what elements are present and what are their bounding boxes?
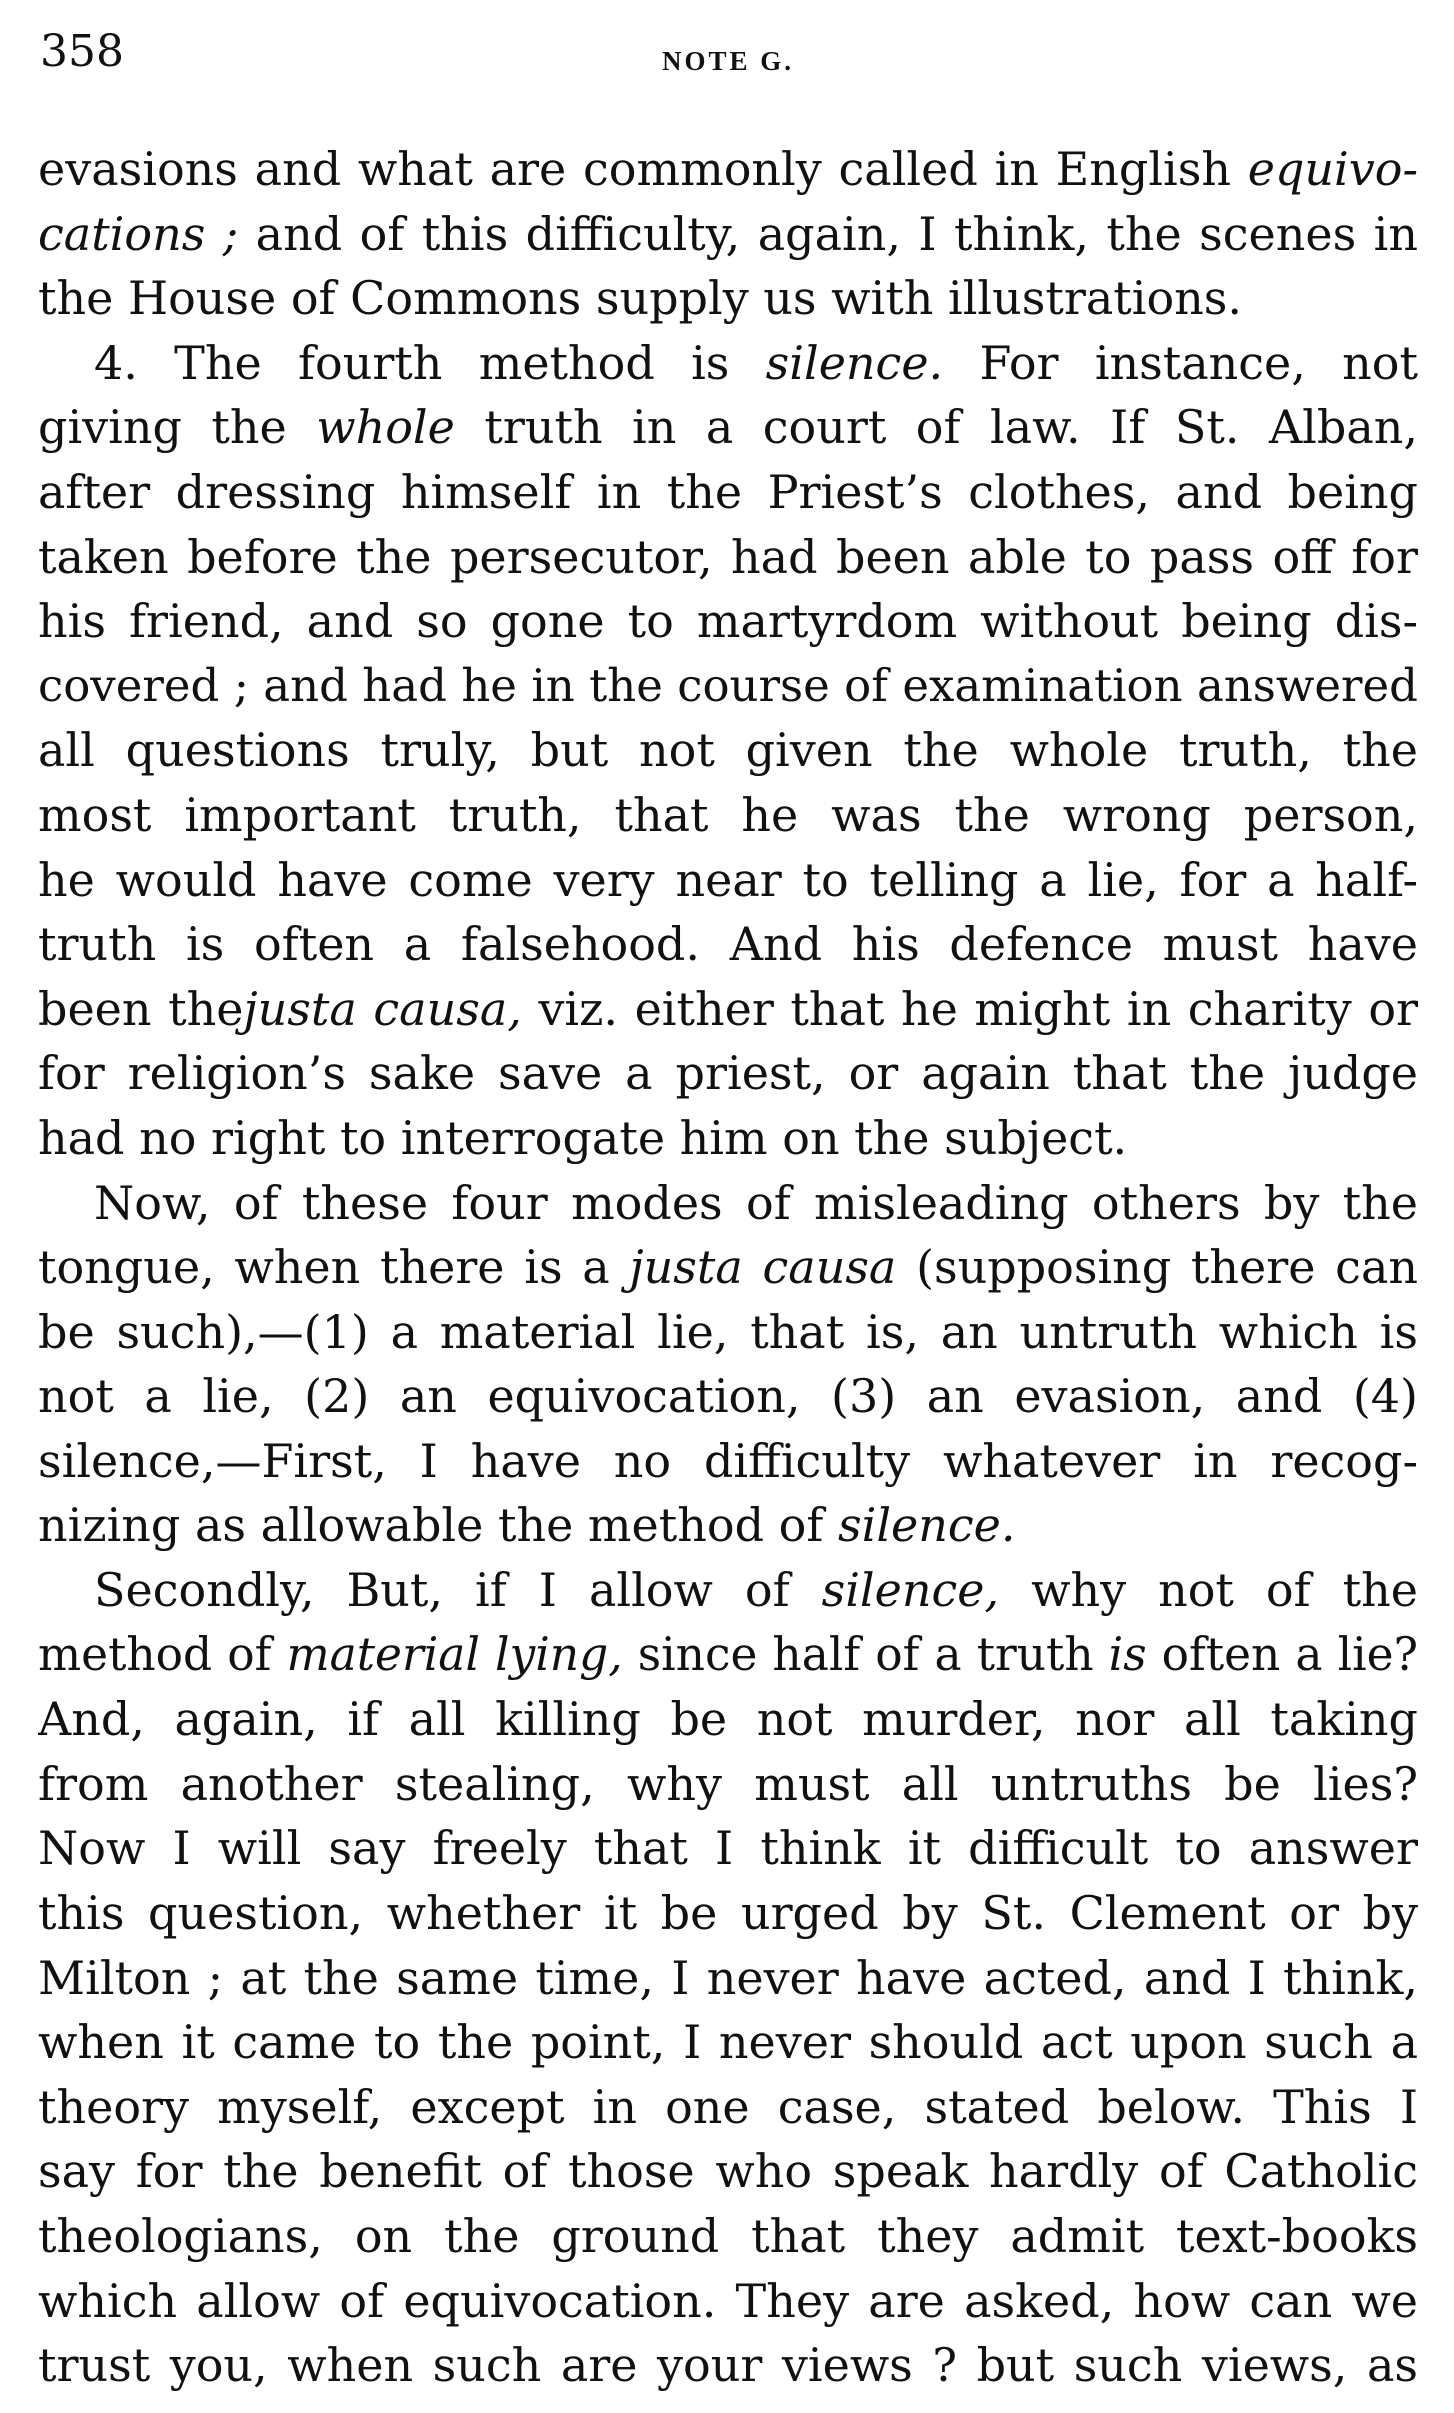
section-title: NOTE G. bbox=[661, 46, 795, 76]
text-run: his friend, and so gone to martyrdom without being dis- bbox=[38, 594, 1418, 649]
text-line bbox=[38, 1558, 1418, 1623]
text-run: not a lie, (2) an equivocation, (3) an evasion, and (4) bbox=[38, 1369, 1418, 1424]
text-run: most important truth, that he was the wrong person, bbox=[38, 787, 1418, 842]
text-line bbox=[38, 1364, 1418, 1429]
text-line bbox=[38, 460, 1418, 525]
italic-text: equivo- bbox=[1247, 142, 1418, 196]
text-run: truth is often a falsehood. And his defence must have bbox=[38, 917, 1418, 972]
text-run: truth in a court of law. If St. Alban, bbox=[454, 400, 1418, 455]
text-run: since half of a truth bbox=[622, 1627, 1109, 1681]
text-run: 4. The fourth method is bbox=[94, 335, 766, 390]
text-run: giving the bbox=[38, 400, 317, 455]
text-line bbox=[38, 1235, 1418, 1300]
text-line bbox=[38, 1106, 1418, 1171]
text-line bbox=[38, 202, 1418, 267]
text-line bbox=[38, 848, 1418, 913]
text-run: be such),—(1) a material lie, that is, an untruth which is bbox=[38, 1304, 1418, 1359]
text-line bbox=[38, 1752, 1418, 1817]
text-run: method of bbox=[38, 1627, 287, 1681]
text-run: say for the benefit of those who speak hardly of Catholic bbox=[38, 2144, 1418, 2199]
text-run: nizing as allowable the method of bbox=[38, 1498, 838, 1553]
text-run: Now, of these four modes of misleading others by the bbox=[94, 1175, 1418, 1230]
text-run: And, again, if all killing be not murder, nor all taking bbox=[38, 1692, 1418, 1747]
text-line bbox=[38, 266, 1418, 331]
text-line bbox=[38, 395, 1418, 460]
page-number: 358 bbox=[40, 26, 124, 77]
text-run: tongue, when there is a bbox=[38, 1240, 630, 1295]
text-line bbox=[38, 2333, 1418, 2398]
text-run: he would have come very near to telling a lie, for a half- bbox=[38, 852, 1418, 907]
text-run: after dressing himself in the Priest’s clothes, and being bbox=[38, 464, 1418, 519]
text-line bbox=[38, 2204, 1418, 2269]
text-run: and of this difficulty, again, I think, the scenes in bbox=[238, 206, 1418, 261]
text-line bbox=[38, 2269, 1418, 2334]
text-run: which allow of equivocation. They are asked, how can we bbox=[38, 2273, 1418, 2328]
text-run: when it came to the point, I never should act upon such a bbox=[38, 2015, 1418, 2070]
text-run: Milton ; at the same time, I never have acted, and I think, bbox=[38, 1950, 1418, 2005]
text-line bbox=[38, 977, 1418, 1042]
text-line bbox=[38, 654, 1418, 719]
text-run: been the bbox=[38, 981, 244, 1036]
text-line bbox=[38, 2010, 1418, 2075]
text-run: covered ; and had he in the course of examination answered bbox=[38, 658, 1418, 712]
text-line bbox=[38, 331, 1418, 396]
text-line bbox=[38, 718, 1418, 783]
text-run: from another stealing, why must all untruths be lies? bbox=[38, 1756, 1418, 1811]
text-run: (supposing there can bbox=[896, 1240, 1418, 1295]
text-line bbox=[38, 1946, 1418, 2011]
text-run: viz. either that he might in charity or bbox=[521, 981, 1418, 1036]
text-run: Now I will say freely that I think it difficult to answer bbox=[38, 1821, 1418, 1876]
text-run: silence,—First, I have no difficulty whatever in recog- bbox=[38, 1433, 1418, 1488]
text-line bbox=[38, 1300, 1418, 1365]
text-line bbox=[38, 783, 1418, 848]
text-run: had no right to interrogate him on the subject. bbox=[38, 1110, 1128, 1165]
text-run: Secondly, But, if I allow of bbox=[94, 1563, 822, 1618]
text-run: trust you, when such are your views ? but such views, as bbox=[38, 2338, 1418, 2393]
text-line bbox=[38, 912, 1418, 977]
italic-text: justa causa, bbox=[243, 981, 522, 1036]
text-line bbox=[38, 1623, 1418, 1688]
italic-text: material lying, bbox=[286, 1627, 623, 1681]
book-page bbox=[38, 26, 1418, 2398]
text-line bbox=[38, 137, 1418, 202]
text-run: evasions and what are commonly called in English bbox=[38, 142, 1248, 196]
text-line bbox=[38, 2075, 1418, 2140]
text-run: For instance, not bbox=[943, 335, 1418, 390]
text-line bbox=[38, 589, 1418, 654]
text-run: theory myself, except in one case, stated below. This I bbox=[38, 2079, 1418, 2134]
text-line bbox=[38, 1171, 1418, 1236]
text-run: why not of the bbox=[999, 1563, 1418, 1618]
italic-text: is bbox=[1108, 1627, 1147, 1681]
text-line bbox=[38, 1881, 1418, 1946]
italic-text: justa causa bbox=[629, 1240, 897, 1295]
body-text bbox=[38, 137, 1418, 2398]
running-head bbox=[38, 26, 1418, 92]
text-run: the House of Commons supply us with illustrations. bbox=[38, 271, 1242, 326]
italic-text: silence. bbox=[838, 1498, 1016, 1553]
text-run: theologians, on the ground that they admit text-books bbox=[38, 2209, 1418, 2263]
text-run: often a lie? bbox=[1146, 1627, 1418, 1681]
text-line bbox=[38, 1493, 1418, 1558]
italic-text: cations ; bbox=[38, 206, 239, 261]
text-run: for religion’s sake save a priest, or again that the judge bbox=[38, 1046, 1418, 1101]
text-line bbox=[38, 525, 1418, 590]
italic-text: whole bbox=[316, 400, 455, 455]
text-run: this question, whether it be urged by St. Clement or by bbox=[38, 1886, 1418, 1941]
text-line bbox=[38, 1687, 1418, 1752]
text-run: all questions truly, but not given the whole truth, the bbox=[38, 723, 1418, 778]
text-line bbox=[38, 1816, 1418, 1881]
text-line bbox=[38, 2139, 1418, 2204]
italic-text: silence, bbox=[821, 1563, 1000, 1618]
text-line bbox=[38, 1429, 1418, 1494]
italic-text: silence. bbox=[765, 335, 944, 390]
text-line bbox=[38, 1041, 1418, 1106]
text-run: taken before the persecutor, had been able to pass off for bbox=[38, 529, 1418, 584]
